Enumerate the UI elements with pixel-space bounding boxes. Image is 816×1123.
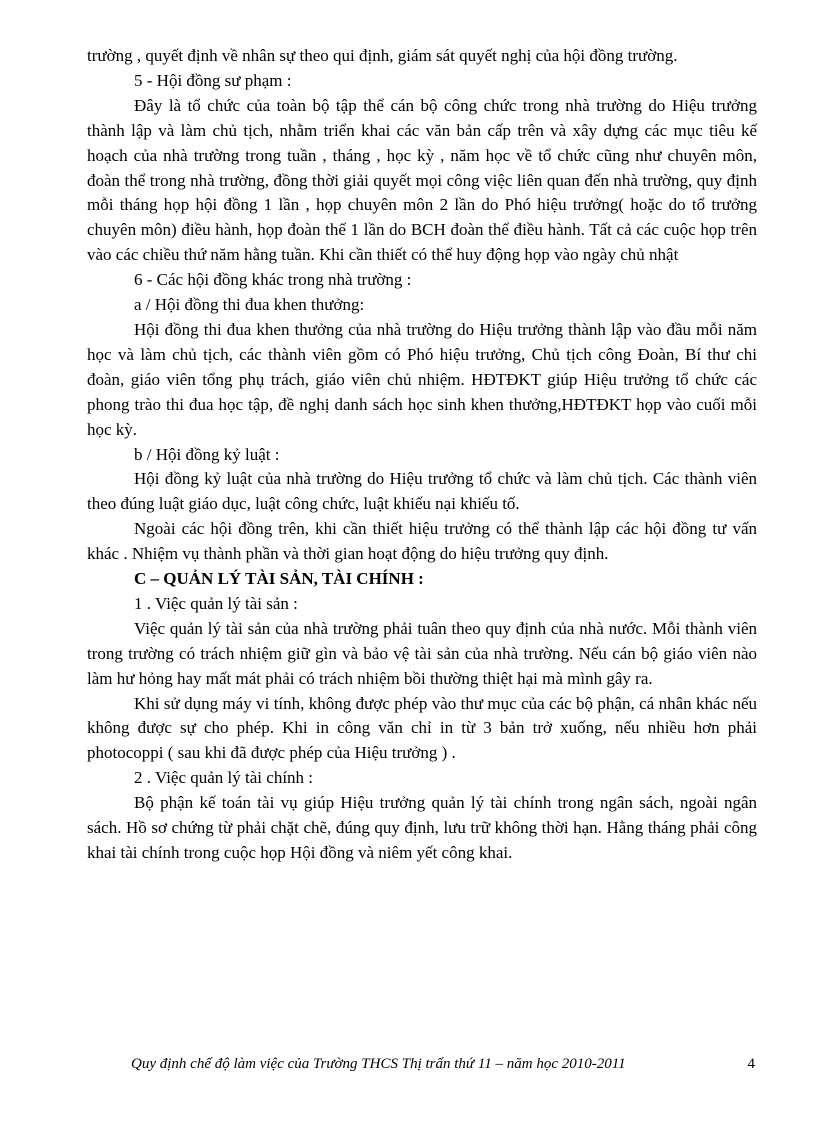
footer-text: Quy định chế độ làm việc của Trường THCS Thị trấn thứ 11 – năm học 2010-2011 <box>131 1056 626 1072</box>
paragraph-hoi-dong-su-pham: Đây là tổ chức của toàn bộ tập thể cán bộ công chức trong nhà trường do Hiệu trưởng thành lập và làm chủ tịch, nhằm triển khai các văn bản cấp trên và xây dựng các mục tiêu kế hoạch của nhà trường trong tuần , tháng , học kỳ , năm học về tổ chức cũng như chuyên môn, đoàn thể trong nhà trường, đồng thời giải quyết mọi công việc liên quan đến nhà trường, quy định mỗi tháng họp hội đồng 1 lần , họp chuyên môn 2 lần do Phó hiệu trưởng( hoặc do tổ trưởng chuyên môn) điều hành, họp đoàn thể 1 lần do BCH đoàn thể điều hành. Tất cả các cuộc họp trên vào các chiều thứ năm hằng tuần. Khi cần thiết có thể huy động họp vào ngày chủ nhật <box>87 95 757 265</box>
section-heading-5: 5 - Hội đồng sư phạm : <box>134 70 292 90</box>
paragraph-may-vi-tinh: Khi sử dụng máy vi tính, không được phép vào thư mục của các bộ phận, cá nhân khác nếu không được sự cho phép. Khi in công văn chỉ in từ 3 bản trở xuống, nếu nhiều hơn phải photocoppi ( sau khi đã được phép của Hiệu trưởng ) . <box>87 693 757 763</box>
subheading-tai-san: 1 . Việc quản lý tài sản : <box>134 593 298 613</box>
subheading-a: a / Hội đồng thi đua khen thưởng: <box>134 295 365 315</box>
page-number: 4 <box>747 1056 755 1072</box>
paragraph-hoi-dong-khac: Ngoài các hội đồng trên, khi cần thiết hiệu trưởng có thể thành lập các hội đồng tư vấn khác . Nhiệm vụ thành phần và thời gian hoạt động do hiệu trưởng quy định. <box>87 519 757 564</box>
subheading-tai-chinh: 2 . Việc quản lý tài chính : <box>134 768 314 788</box>
page-footer <box>0 1056 816 1078</box>
paragraph-quan-ly-tai-chinh: Bộ phận kế toán tài vụ giúp Hiệu trưởng quản lý tài chính trong ngân sách, ngoài ngân sách. Hồ sơ chứng từ phải chặt chẽ, đúng quy định, lưu trữ không thời hạn. Hằng tháng phải công khai tài chính trong cuộc họp Hội đồng và niêm yết công khai. <box>87 793 757 862</box>
paragraph-thi-dua-khen-thuong: Hội đồng thi đua khen thưởng của nhà trường do Hiệu trưởng thành lập vào đầu mỗi năm học và làm chủ tịch, các thành viên gồm có Phó hiệu trưởng, Chủ tịch công Đoàn, Bí thư chi đoàn, giáo viên tổng phụ trách, giáo viên chủ nhiệm. HĐTĐKT giúp Hiệu trưởng tổ chức các phong trào thi đua học tập, đề nghị danh sách học sinh khen thưởng,HĐTĐKT họp vào cuối mỗi học kỳ. <box>87 319 757 439</box>
section-heading-6: 6 - Các hội đồng khác trong nhà trường : <box>134 270 412 290</box>
document-body <box>87 44 757 866</box>
paragraph-quan-ly-tai-san: Việc quản lý tài sản của nhà trường phải tuân theo quy định của nhà nước. Mỗi thành viên trong trường có trách nhiệm giữ gìn và bảo vệ tài sản của nhà trường. Nếu cán bộ giáo viên nào làm hư hỏng hay mất mát phải có trách nhiệm bồi thường thiệt hại mà mình gây ra. <box>87 618 757 688</box>
paragraph-continuation: trường , quyết định về nhân sự theo qui định, giám sát quyết nghị của hội đồng trường. <box>87 46 678 65</box>
paragraph-ky-luat: Hội đồng kỷ luật của nhà trường do Hiệu trưởng tổ chức và làm chủ tịch. Các thành viên theo đúng luật giáo dục, luật công chức, luật khiếu nại khiếu tố. <box>87 469 757 514</box>
section-heading-c: C – QUẢN LÝ TÀI SẢN, TÀI CHÍNH : <box>134 569 424 589</box>
subheading-b: b / Hội đồng kỷ luật : <box>134 444 280 464</box>
